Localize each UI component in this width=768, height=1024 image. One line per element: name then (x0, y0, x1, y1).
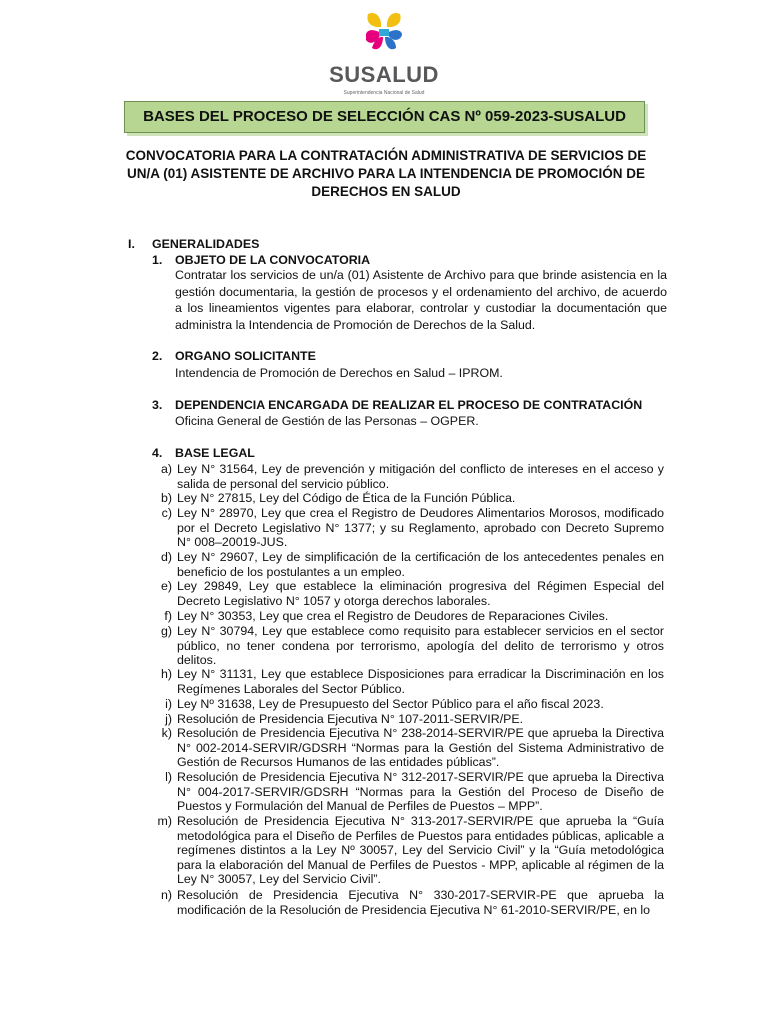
legal-item-text: Ley N° 30353, Ley que crea el Registro de Deudores de Reparaciones Civiles. (177, 609, 609, 623)
legal-item-text: Resolución de Presidencia Ejecutiva N° 238-2014-SERVIR/PE que aprueba la Directiva N° 002-2014-SERVIR/GDSRH “Normas para la Gestión del Sistema Administrativo de Gestión de Recursos Humanos de las entidades públicas”. (177, 726, 664, 770)
legal-item-text: Ley N° 31564, Ley de prevención y mitigación del conflicto de intereses en el acceso y salida de personal del servicio público. (177, 462, 664, 491)
legal-item-text: Ley 29849, Ley que establece la eliminación progresiva del Régimen Especial del Decreto Legislativo N° 1057 y otorga derechos laborales. (177, 579, 664, 608)
subsection-1-number: 1. (152, 253, 163, 267)
legal-item-label: l) (165, 770, 172, 784)
legal-item-text: Resolución de Presidencia Ejecutiva N° 313-2017-SERVIR/PE que aprueba la “Guía metodológica para el Diseño de Perfiles de Puestos para entidades públicas, aplicable a regímenes distintos a la Ley Nº 30057, Ley del Servicio Civil” y la “Guía metodológica para la elaboración del Manual de Perfiles de Puestos - MPP, aplicable al régimen de la Ley N° 30057, Ley del Servicio Civil”. (177, 814, 664, 887)
legal-item-text: Ley Nº 31638, Ley de Presupuesto del Sector Público para el año fiscal 2023. (177, 697, 604, 711)
legal-item-label: n) (160, 888, 172, 902)
legal-item-text: Ley N° 31131, Ley que establece Disposiciones para erradicar la Discriminación en los Regímenes Laborales del Sector Público. (177, 667, 664, 696)
subsection-1-text: Contratar los servicios de un/a (01) Asistente de Archivo para que brinde asistencia en la gestión documentaria, la gestión de procesos y el ordenamiento del archivo, de acuerdo a los lineamientos vigentes para elaborar, controlar y custodiar la documentación que administra la Intendencia de Promoción de Derechos de la Salud. (175, 268, 667, 332)
legal-item-label: c) (161, 506, 172, 520)
legal-item-text: Ley N° 30794, Ley que establece como requisito para establecer servicios en el sector público, no tener condena por terrorismo, apología del delito de terrorismo y otros delitos. (177, 624, 664, 668)
logo-subtext: Superintendencia Nacional de Salud (343, 90, 425, 96)
legal-item-label: g) (160, 624, 172, 638)
subsection-2-text: Intendencia de Promoción de Derechos en Salud – IPROM. (175, 366, 503, 380)
legal-item-text: Ley N° 27815, Ley del Código de Ética de la Función Pública. (177, 491, 516, 505)
legal-item-label: m) (157, 814, 172, 828)
subsection-1-title: OBJETO DE LA CONVOCATORIA (175, 253, 371, 267)
legal-item-text: Ley N° 28970, Ley que crea el Registro de Deudores Alimentarios Morosos, modificado por el Decreto Legislativo N° 1377; y su Reglamento, aprobado con Decreto Supremo N° 008–20019-JUS. (177, 506, 664, 550)
subsection-3-title: DEPENDENCIA ENCARGADA DE REALIZAR EL PROCESO DE CONTRATACIÓN (175, 398, 643, 412)
legal-item-label: k) (161, 726, 172, 740)
title-banner (124, 101, 645, 133)
legal-item-text: Resolución de Presidencia Ejecutiva N° 107-2011-SERVIR/PE. (177, 712, 524, 726)
subsection-4-number: 4. (152, 446, 163, 460)
susalud-logo (322, 10, 446, 94)
subsection-4-title: BASE LEGAL (175, 446, 255, 460)
legal-item-text: Ley N° 29607, Ley de simplificación de la certificación de los antecedentes penales en beneficio de los postulantes a un empleo. (177, 550, 664, 579)
section-number: I. (128, 237, 135, 251)
legal-item-label: d) (160, 550, 172, 564)
legal-item-label: f) (164, 609, 172, 623)
legal-item-label: b) (160, 491, 172, 505)
legal-item-text: Resolución de Presidencia Ejecutiva N° 330-2017-SERVIR-PE que aprueba la modificación de la Resolución de Presidencia Ejecutiva N° 61-2010-SERVIR/PE, en lo (177, 888, 664, 917)
legal-item-label: a) (160, 462, 172, 476)
legal-item-text: Resolución de Presidencia Ejecutiva N° 312-2017-SERVIR/PE que aprueba la Directiva N° 004-2017-SERVIR/GDSRH “Normas para la Gestión del Proceso de Diseño de Puestos y Formulación del Manual de Perfiles de Puestos – MPP”. (177, 770, 664, 814)
legal-item-label: e) (160, 579, 172, 593)
document-subtitle: CONVOCATORIA PARA LA CONTRATACIÓN ADMINISTRATIVA DE SERVICIOS DE UN/A (01) ASISTENTE DE ARCHIVO PARA LA INTENDENCIA DE PROMOCIÓN DE DERECHOS EN SALUD (125, 148, 647, 199)
legal-item-label: j) (165, 712, 172, 726)
susalud-logo-mark-icon (362, 10, 406, 54)
logo-wordmark: SUSALUD (329, 62, 439, 87)
section-title: GENERALIDADES (152, 237, 260, 251)
subsection-3-text: Oficina General de Gestión de las Personas – OGPER. (175, 414, 479, 428)
subsection-3-number: 3. (152, 398, 163, 412)
legal-item-label: i) (165, 697, 172, 711)
subsection-2-title: ORGANO SOLICITANTE (175, 349, 316, 363)
legal-item-label: h) (160, 667, 172, 681)
subsection-2-number: 2. (152, 349, 163, 363)
banner-title: BASES DEL PROCESO DE SELECCIÓN CAS Nº 059-2023-SUSALUD (143, 108, 626, 125)
